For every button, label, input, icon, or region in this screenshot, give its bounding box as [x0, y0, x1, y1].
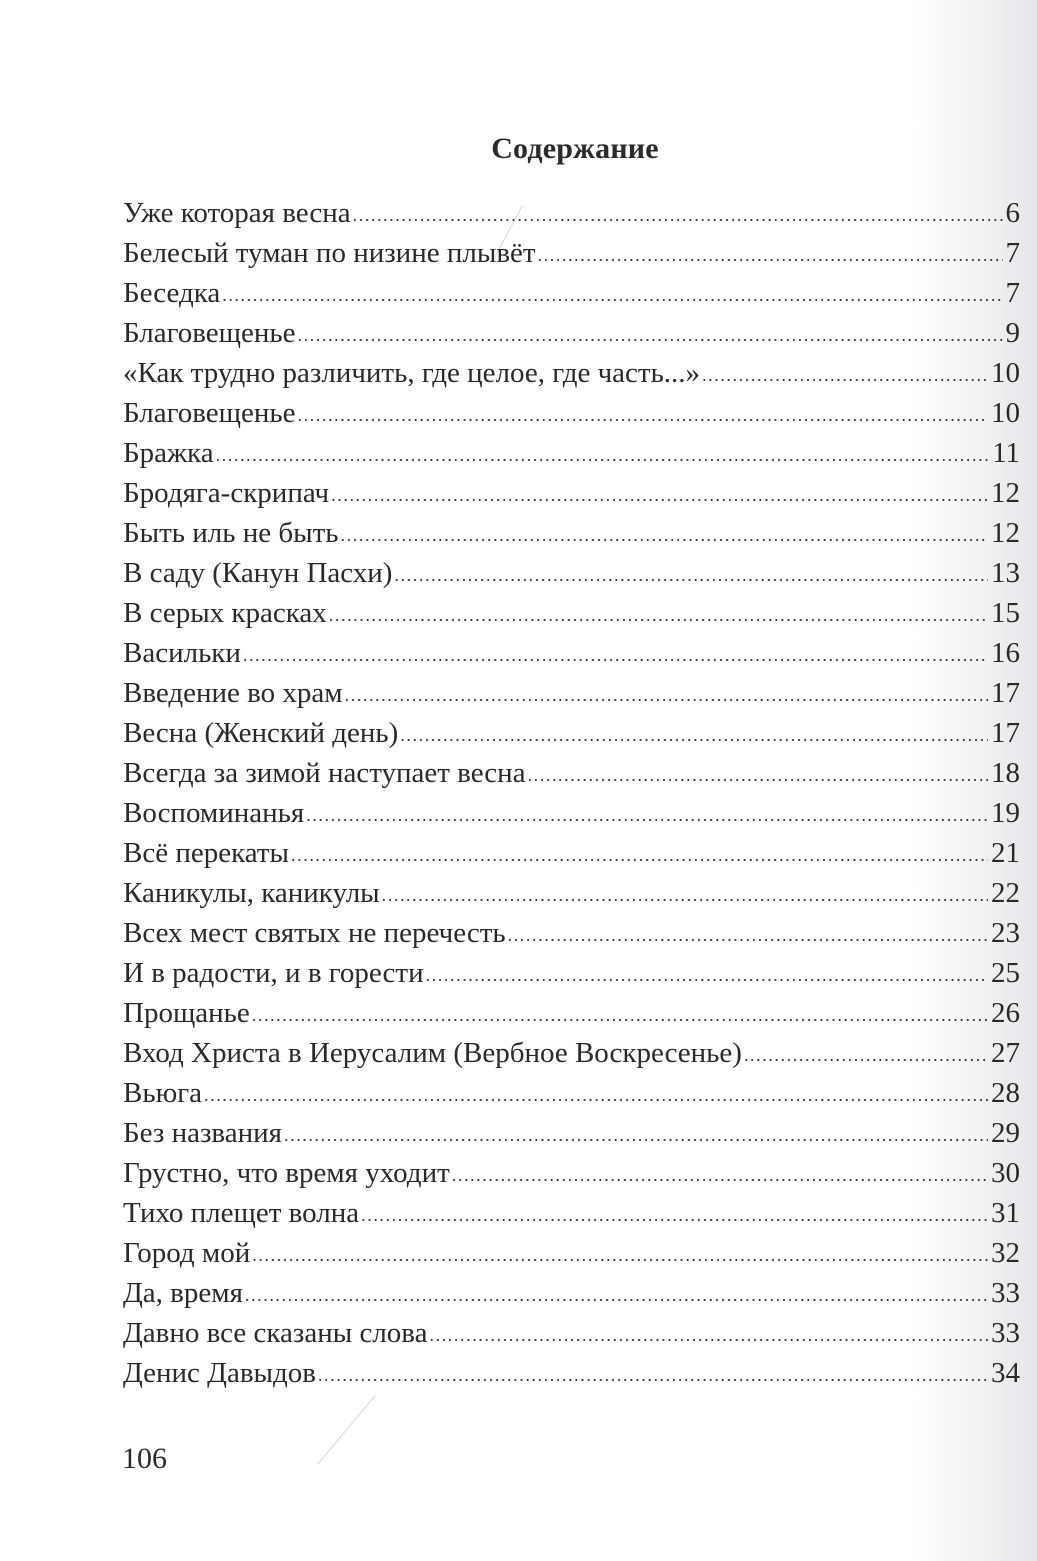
toc-entry-title: Бражка	[123, 437, 214, 469]
dot-leader	[331, 475, 988, 513]
dot-leader	[400, 715, 988, 753]
toc-entry[interactable]	[123, 1353, 1020, 1393]
toc-entry-title: Без названия	[123, 1117, 282, 1149]
toc-entry-title: Тихо плещет волна	[123, 1197, 360, 1229]
toc-entry[interactable]	[123, 833, 1020, 873]
toc-entry-page: 17	[991, 677, 1020, 709]
toc-entry[interactable]	[123, 1313, 1020, 1353]
toc-entry[interactable]	[123, 1193, 1020, 1233]
toc-entry-page: 26	[991, 997, 1020, 1029]
toc-entry-title: Беседка	[123, 277, 221, 309]
toc-entry[interactable]	[123, 1073, 1020, 1113]
toc-entry[interactable]	[123, 1113, 1020, 1153]
toc-entry-page: 33	[991, 1277, 1020, 1309]
dot-leader	[306, 795, 988, 833]
dot-leader	[452, 1155, 988, 1193]
toc-entry-page: 31	[991, 1197, 1020, 1229]
table-of-contents	[123, 193, 1020, 1393]
toc-entry-title: В серых красках	[123, 597, 327, 629]
toc-entry-title: Белесый туман по низине плывёт	[123, 237, 536, 269]
toc-entry-page: 34	[991, 1357, 1020, 1389]
toc-entry[interactable]	[123, 633, 1020, 673]
toc-entry[interactable]	[123, 433, 1020, 473]
toc-entry[interactable]	[123, 593, 1020, 633]
toc-entry[interactable]	[123, 193, 1020, 233]
dot-leader	[222, 275, 1002, 313]
toc-entry[interactable]	[123, 313, 1020, 353]
toc-entry-page: 18	[991, 757, 1020, 789]
toc-entry[interactable]	[123, 913, 1020, 953]
toc-entry-title: Воспоминанья	[123, 797, 305, 829]
toc-entry-page: 10	[991, 357, 1020, 389]
toc-entry-page: 7	[1005, 237, 1020, 269]
toc-entry[interactable]	[123, 473, 1020, 513]
toc-entry[interactable]	[123, 793, 1020, 833]
toc-entry-title: Всегда за зимой наступает весна	[123, 757, 526, 789]
toc-entry[interactable]	[123, 1233, 1020, 1273]
toc-entry-title: Всех мест святых не перечесть	[123, 917, 506, 949]
toc-entry-title: Благовещенье	[123, 397, 296, 429]
toc-entry[interactable]	[123, 353, 1020, 393]
toc-entry-title: Быть иль не быть	[123, 517, 339, 549]
toc-entry-title: Васильки	[123, 637, 241, 669]
toc-entry-page: 29	[991, 1117, 1020, 1149]
dot-leader	[538, 235, 1003, 273]
toc-entry-title: Давно все сказаны слова	[123, 1317, 428, 1349]
toc-entry-title: Каникулы, каникулы	[123, 877, 380, 909]
toc-entry-title: Введение во храм	[123, 677, 343, 709]
toc-entry-title: Бродяга-скрипач	[123, 477, 330, 509]
toc-entry[interactable]	[123, 713, 1020, 753]
toc-entry[interactable]	[123, 553, 1020, 593]
toc-entry-title: Всё перекаты	[123, 837, 290, 869]
dot-leader	[528, 755, 988, 793]
toc-entry-page: 16	[991, 637, 1020, 669]
toc-entry[interactable]	[123, 1273, 1020, 1313]
toc-entry-page: 27	[991, 1037, 1020, 1069]
toc-entry-page: 23	[991, 917, 1020, 949]
toc-entry-title: Да, время	[123, 1277, 243, 1309]
dot-leader	[353, 195, 1003, 233]
dot-leader	[204, 1075, 988, 1113]
toc-entry-title: И в радости, и в горести	[123, 957, 424, 989]
toc-entry-title: Прощанье	[123, 997, 250, 1029]
toc-entry-page: 6	[1005, 197, 1020, 229]
dot-leader	[341, 515, 988, 553]
toc-entry[interactable]	[123, 873, 1020, 913]
toc-entry-page: 12	[991, 517, 1020, 549]
dot-leader	[426, 955, 988, 993]
toc-entry-title: Вход Христа в Иерусалим (Вербное Воскресенье)	[123, 1037, 742, 1069]
toc-entry[interactable]	[123, 273, 1020, 313]
toc-entry-page: 22	[991, 877, 1020, 909]
toc-entry[interactable]	[123, 233, 1020, 273]
dot-leader	[361, 1195, 988, 1233]
toc-entry-page: 33	[991, 1317, 1020, 1349]
dot-leader	[298, 395, 989, 433]
toc-entry-title: Весна (Женский день)	[123, 717, 399, 749]
toc-entry[interactable]	[123, 953, 1020, 993]
toc-entry-page: 7	[1005, 277, 1020, 309]
dot-leader	[291, 835, 988, 873]
dot-leader	[394, 555, 988, 593]
toc-entry[interactable]	[123, 993, 1020, 1033]
dot-leader	[702, 355, 988, 393]
toc-entry-page: 11	[992, 437, 1020, 469]
dot-leader	[243, 635, 988, 673]
toc-entry-title: Вьюга	[123, 1077, 202, 1109]
dot-leader	[245, 1275, 988, 1313]
toc-entry-title: Денис Давыдов	[123, 1357, 316, 1389]
dot-leader	[298, 315, 1003, 353]
toc-entry[interactable]	[123, 1153, 1020, 1193]
toc-entry-page: 13	[991, 557, 1020, 589]
toc-entry[interactable]	[123, 753, 1020, 793]
toc-entry-page: 32	[991, 1237, 1020, 1269]
dot-leader	[430, 1315, 989, 1353]
toc-entry-title: Уже которая весна	[123, 197, 351, 229]
dot-leader	[508, 915, 988, 953]
toc-entry-page: 19	[991, 797, 1020, 829]
dot-leader	[744, 1035, 988, 1073]
toc-entry-title: Город мой	[123, 1237, 251, 1269]
dot-leader	[284, 1115, 988, 1153]
toc-entry-page: 9	[1005, 317, 1020, 349]
toc-entry-title: «Как трудно различить, где целое, где часть...»	[123, 357, 701, 389]
toc-entry-page: 10	[991, 397, 1020, 429]
toc-entry-page: 28	[991, 1077, 1020, 1109]
toc-entry[interactable]	[123, 393, 1020, 433]
toc-entry-page: 15	[991, 597, 1020, 629]
toc-entry-page: 12	[991, 477, 1020, 509]
page-number: 106	[122, 1442, 167, 1475]
dot-leader	[345, 675, 988, 713]
toc-entry[interactable]	[123, 513, 1020, 553]
dot-leader	[216, 435, 989, 473]
dot-leader	[252, 1235, 988, 1273]
dot-leader	[252, 995, 988, 1033]
toc-entry-title: Грустно, что время уходит	[123, 1157, 450, 1189]
toc-entry-title: В саду (Канун Пасхи)	[123, 557, 393, 589]
paper-scratch-mark	[317, 1395, 376, 1465]
toc-entry-page: 21	[991, 837, 1020, 869]
dot-leader	[318, 1355, 988, 1393]
toc-entry-title: Благовещенье	[123, 317, 296, 349]
toc-entry-page: 17	[991, 717, 1020, 749]
toc-entry-page: 25	[991, 957, 1020, 989]
dot-leader	[382, 875, 988, 913]
toc-entry[interactable]	[123, 1033, 1020, 1073]
toc-entry[interactable]	[123, 673, 1020, 713]
toc-entry-page: 30	[991, 1157, 1020, 1189]
contents-heading: Содержание	[491, 132, 659, 166]
dot-leader	[329, 595, 988, 633]
